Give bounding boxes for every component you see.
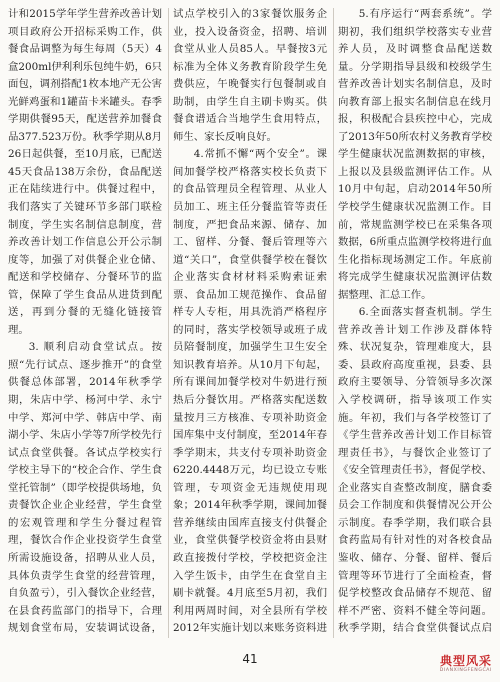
section-brand-logo — [440, 655, 492, 674]
article-page — [8, 6, 492, 638]
text-column-3 — [338, 6, 492, 638]
column-divider — [333, 8, 334, 638]
paragraph: 3. 顺利启动食堂试点。按照“先行试点、逐步推开”的食堂供餐总体部署，2014年秋季学期，朱店中学、杨河中学、永宁中学、郑河中学、韩店中学、南湖小学、朱店小学等7所学校先行试点食堂供餐。各试点学校实行学校主导下的“校企合作、学生食堂托管制”（即学校提供场地，负责餐饮企业企业经营，学生食堂的宏观管理和学生分餐过程管理，餐饮合作企业投资学生食堂所需设施设备，招聘从业人员，具体负责学生食堂的经营管理，自负盈亏），引入餐饮企业经营，在县食药监部门的指导下，合理规划食堂布局，安装调试设备， — [8, 341, 162, 635]
page-number: 41 — [242, 652, 258, 666]
column-divider — [168, 8, 169, 638]
text-column-2 — [173, 6, 327, 638]
text-column-1 — [8, 6, 162, 638]
paragraph: 4.常抓不懈“两个安全”。课间加餐学校严格落实校长负责下的食品管理员全程管理、从业人员加工、班主任分餐监管等责任制度，严把食品来源、储存、加工、留样、分餐、餐后管理等六道“关口”，食堂供餐学校在餐饮企业落实食材材料采购索证索票、食品加工规范操作、食品留样专人专柜，用具洗消严格程序的同时，落实学校领导或班子成员陪餐制度，加强学生卫生安全知识教育培养。从10月下旬起，所有课间加餐学校对牛奶进行预热后分餐饮用。严格落实配送数量按月三方核准、专项补助资金国库集中支付制度，至2014年春季学期末，共支付专项补助资金6220.4448万元，均已设立专账管理，专项资金无违规使用现象；2014年秋季学期，课间加餐营养继续由国库直接支付供餐企业，食堂供餐学校资金将由县财政直接拨付学校，学校把资金注入学生饭卡，由学生在食堂自主刷卡就餐。4月底至5月初，我们利用两周时间，对全县所有学校2012年实施计划以来账务资料进 — [173, 148, 327, 635]
brand-title: 典型风采 — [439, 654, 492, 668]
paragraph: 6.全面落实督查机制。学生营养改善计划工作涉及群体特殊、状况复杂，管理难度大，县委、县政府高度重视，县委、县政府主要领导、分管领导多次深入学校调研，指导该项工作实施。年初，我们与各学校签订了《学生营养改善计划工作目标管理责任书》，与餐饮企业签订了《安全管理责任书》，督促学校、企业落实自查整改制度，膳食委员会工作制度和供餐情况公开公示制度。春季学期，我们联合县食药监局有针对性的对各校食品鉴收、储存、分餐、留样、餐后管理等环节进行了全面检查，督促学校整改食品储存不规范、留样不严密、资料不健全等问题。秋季学期，结合食堂供餐试点启 — [338, 306, 492, 635]
paragraph: 5.有序运行“两套系统”。学期初，我们组织学校落实专业营养人员，及时调整食品配送数量。分学期指导县级和校级学生营养改善计划实名制信息，及时向教育部上报实名制信息在线月报，积极配合县疾控中心，完成了2013年50所农村义务教育学校学生健康状况监测数据的审核，上报以及县级监测评估工作。从10月中旬起，启动2014年50所学校学生健康状况监测工作。目前，常规监测学校已在采集各项数据，6所重点监测学校将进行血生化指标现场测定工作。年底前将完成学生健康状况监测评估数据整理、汇总工作。 — [338, 8, 492, 301]
paragraph: 试点学校引入的3家餐饮服务企业，投入设备资金，招聘、培训食堂从业人员85人。早餐按3元标准为全体义务教育阶段学生免费供应，午晚餐实行包餐制或自助制，由学生自主刷卡购买。供餐食谱适合当地学生食用特点，师生、家长反响良好。 — [173, 8, 327, 143]
brand-subtitle: DIANXINGFENGCAI — [439, 668, 492, 673]
paragraph: 计和2015学年学生营养改善计划项目政府公开招标采购工作，供餐食品调整为每生每周（5天）4盒200ml伊利利乐包纯牛奶，6只面包，调剂搭配1枚本地产无公害光鲜鸡蛋和1罐苗卡米罐头。春季学期供餐95天，配送营养加餐食品377.523万份。秋季学期从8月26日起供餐，至10月底，已配送45天食品138万余份，食品配送正在陆续进行中。供餐过程中，我们落实了关键环节多部门联检制度，学生实名制信息制度，营养改善计划工作信息公开公示制度等，加强了对供餐企业仓储、配送和学校储存、分餐环节的监管，保障了学生食品从进货到配送，再到分餐的无缝化链接管理。 — [8, 8, 162, 336]
